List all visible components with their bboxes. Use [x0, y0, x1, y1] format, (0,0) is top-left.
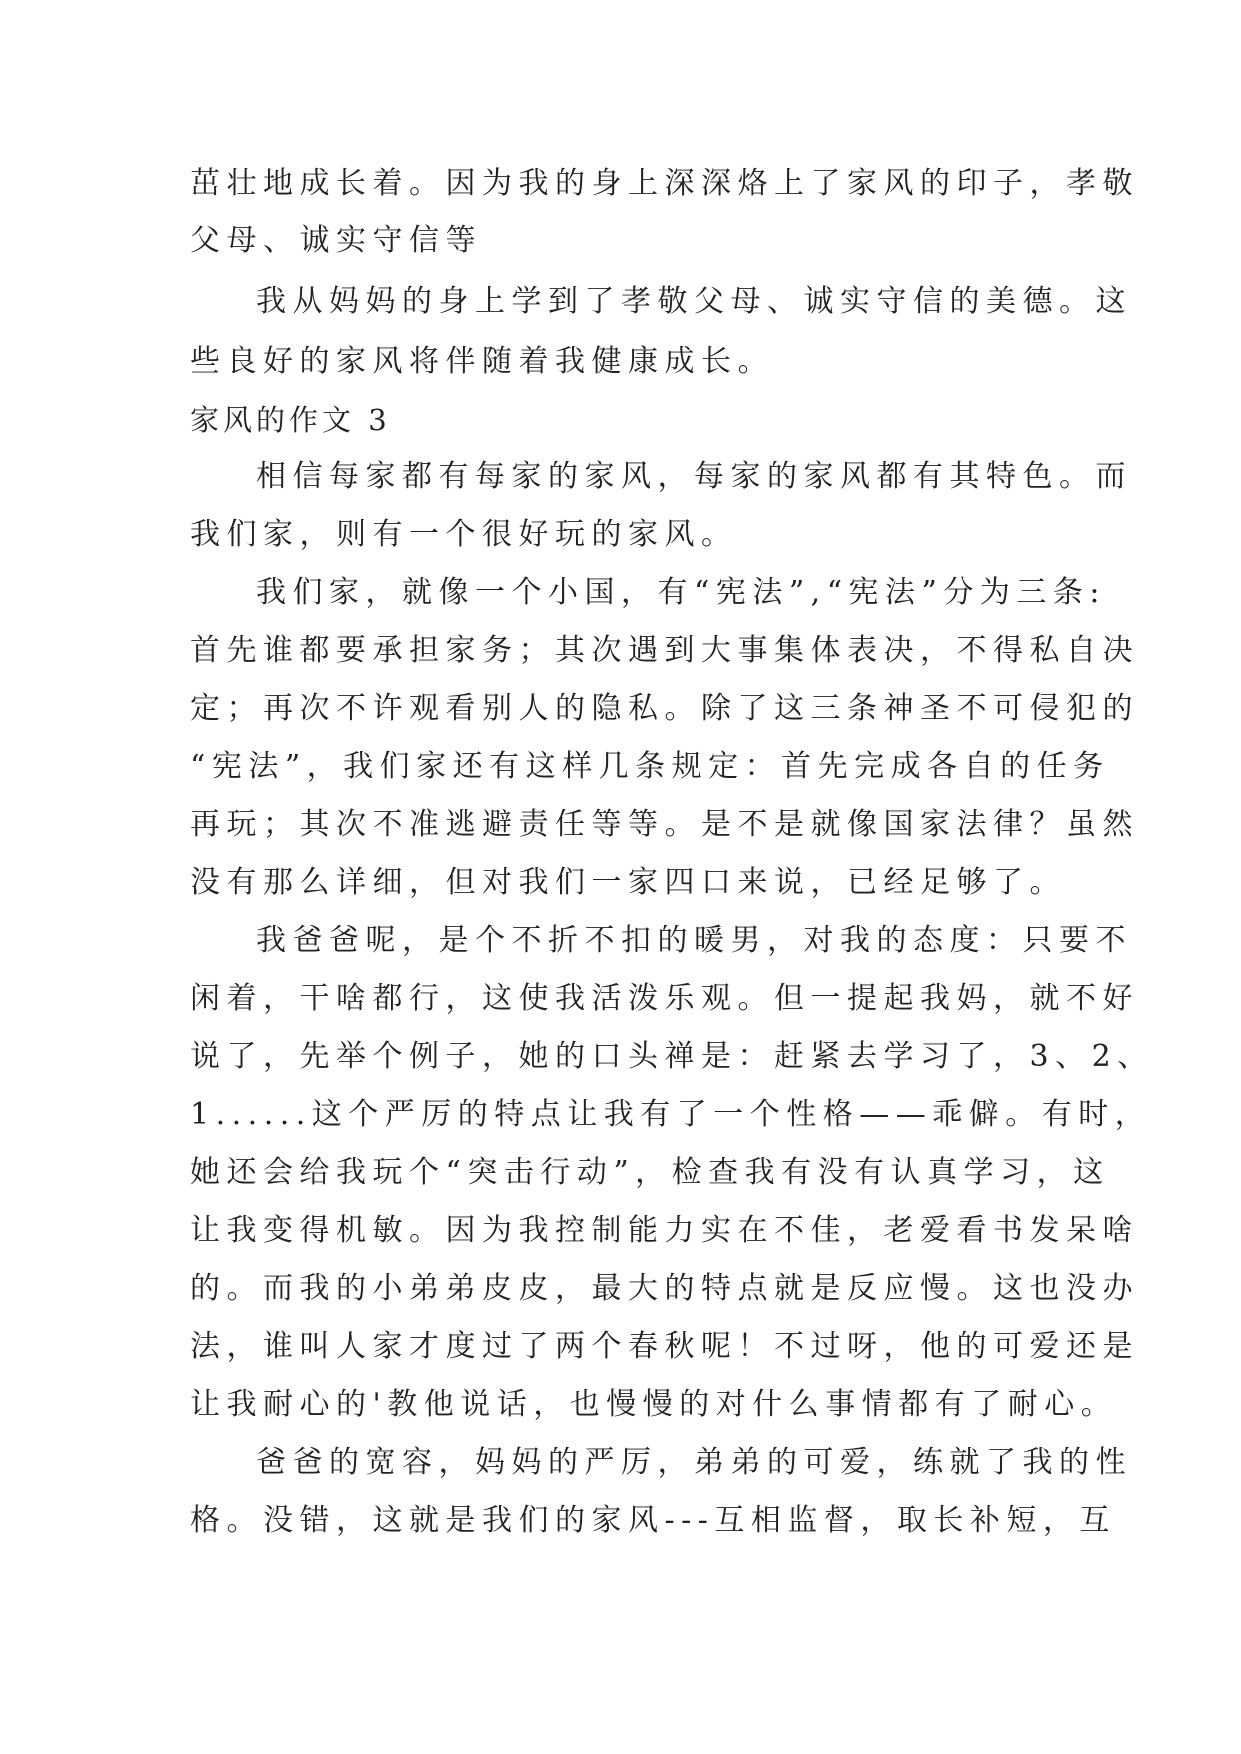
section-heading: 家风的作文 3	[190, 403, 391, 437]
paragraph-line: 闲着，干啥都行，这使我活泼乐观。但一提起我妈，就不好	[190, 981, 1139, 1016]
paragraph-line: 茁壮地成长着。因为我的身上深深烙上了家风的印子，孝敬	[190, 166, 1139, 201]
paragraph-line: 她还会给我玩个“突击行动”，检查我有没有认真学习，这	[190, 1155, 1110, 1190]
paragraph-line: “宪法”，我们家还有这样几条规定：首先完成各自的任务	[190, 749, 1110, 784]
paragraph-line: 法，谁叫人家才度过了两个春秋呢！不过呀，他的可爱还是	[190, 1329, 1139, 1364]
paragraph-line: 没有那么详细，但对我们一家四口来说，已经足够了。	[190, 865, 1066, 900]
paragraph-line: 说了，先举个例子，她的口头禅是：赶紧去学习了，3、2、	[190, 1039, 1154, 1074]
paragraph-line: 1......这个严厉的特点让我有了一个性格——乖僻。有时，	[190, 1097, 1152, 1132]
paragraph-line: 的。而我的小弟弟皮皮，最大的特点就是反应慢。这也没办	[190, 1271, 1139, 1306]
paragraph-line: 让我耐心的'教他说话，也慢慢的对什么事情都有了耐心。	[190, 1387, 1118, 1422]
paragraph-line: 格。没错，这就是我们的家风---互相监督，取长补短，互	[190, 1503, 1116, 1538]
paragraph-line: 我们家，就像一个小国，有“宪法”,“宪法”分为三条:	[256, 575, 1106, 610]
paragraph-line: 相信每家都有每家的家风，每家的家风都有其特色。而	[256, 459, 1132, 494]
paragraph-line: 再玩；其次不准逃避责任等等。是不是就像国家法律？虽然	[190, 807, 1139, 842]
paragraph-line: 首先谁都要承担家务；其次遇到大事集体表决，不得私自决	[190, 633, 1139, 668]
paragraph-line: 父母、诚实守信等	[190, 223, 482, 258]
paragraph-line: 定；再次不许观看别人的隐私。除了这三条神圣不可侵犯的	[190, 691, 1139, 726]
paragraph-line: 我从妈妈的身上学到了孝敬父母、诚实守信的美德。这	[256, 284, 1132, 319]
paragraph-line: 让我变得机敏。因为我控制能力实在不佳，老爱看书发呆啥	[190, 1213, 1139, 1248]
paragraph-line: 我们家，则有一个很好玩的家风。	[190, 517, 738, 552]
paragraph-line: 爸爸的宽容，妈妈的严厉，弟弟的可爱，练就了我的性	[256, 1445, 1132, 1480]
paragraph-line: 些良好的家风将伴随着我健康成长。	[190, 344, 774, 379]
paragraph-line: 我爸爸呢，是个不折不扣的暖男，对我的态度：只要不	[256, 923, 1132, 958]
